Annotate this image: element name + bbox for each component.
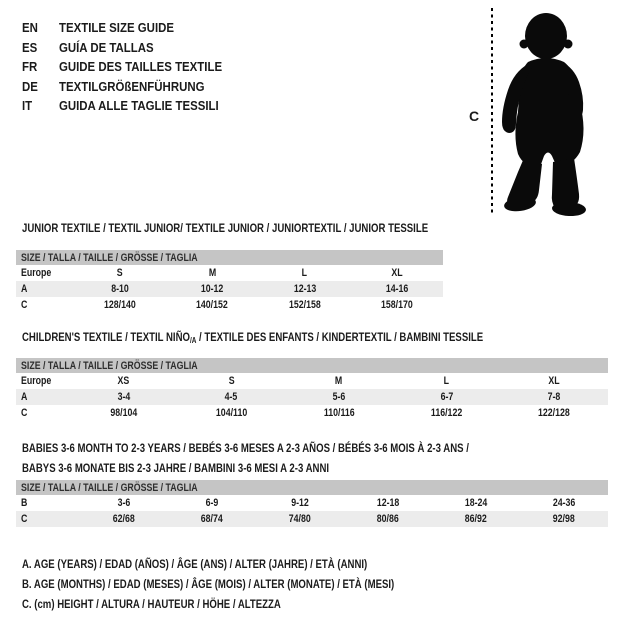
value-cell — [344, 495, 432, 511]
section-title-text: CHILDREN'S TEXTILE / TEXTIL NIÑO — [22, 330, 190, 344]
size-header-cell — [16, 480, 608, 495]
row-label-cell — [16, 495, 80, 511]
row-label: A — [21, 391, 28, 403]
value-cell — [80, 495, 168, 511]
language-code: IT — [22, 98, 33, 114]
value-cell — [178, 389, 286, 405]
value-text: 74/80 — [288, 513, 312, 525]
row-label-cell — [16, 373, 70, 389]
size-header-row — [16, 250, 443, 265]
section-title-text: JUNIOR TEXTILE / TEXTIL JUNIOR/ TEXTILE JUNIOR / JUNIORTEXTIL / JUNIOR TESSILE — [22, 221, 429, 235]
language-row — [22, 18, 222, 38]
value-text: 3-4 — [117, 391, 131, 403]
table-head — [16, 358, 608, 373]
value-text: 158/170 — [380, 299, 413, 311]
value-cell — [520, 511, 608, 527]
value-cell — [74, 281, 166, 297]
section-title-children — [22, 327, 598, 351]
footnote-line: B. AGE (MONTHS) / EDAD (MESES) / ÂGE (MOIS) / ALTER (MONATE) / ETÀ (MESI) — [22, 577, 395, 591]
table-row — [16, 405, 608, 421]
value-cell — [344, 511, 432, 527]
value-cell — [178, 373, 286, 389]
value-cell — [500, 373, 608, 389]
section-title-line — [22, 327, 483, 351]
table-body — [16, 373, 608, 421]
row-label: C — [21, 299, 28, 311]
language-title: GUIDE DES TAILLES TEXTILE — [58, 59, 223, 75]
row-label: B — [21, 497, 28, 509]
value-text: 68/74 — [200, 513, 224, 525]
value-text: XL — [391, 267, 403, 279]
section-title-line — [22, 218, 428, 238]
size-header-cell — [16, 358, 608, 373]
row-label-cell — [16, 405, 70, 421]
table-row — [16, 265, 443, 281]
height-measure-line — [491, 8, 493, 216]
value-text: 18-24 — [464, 497, 488, 509]
value-cell — [166, 265, 258, 281]
value-text: 86/92 — [464, 513, 488, 525]
size-header-text: SIZE / TALLA / TAILLE / GRÖSSE / TAGLIA — [21, 359, 198, 372]
value-cell — [259, 281, 351, 297]
table-row — [16, 389, 608, 405]
value-text: 152/158 — [288, 299, 321, 311]
language-row — [22, 77, 222, 97]
row-label: C — [21, 513, 28, 525]
value-text: 14-16 — [385, 283, 409, 295]
value-cell — [393, 389, 501, 405]
value-cell — [500, 389, 608, 405]
size-table-babies — [16, 480, 608, 527]
height-measure-label: C — [469, 108, 480, 124]
table-body — [16, 495, 608, 527]
table-row — [16, 511, 608, 527]
value-text: 5-6 — [332, 391, 346, 403]
value-text: 110/116 — [323, 407, 355, 419]
size-header-row — [16, 358, 608, 373]
size-header-row — [16, 480, 608, 495]
toddler-silhouette-image — [498, 12, 590, 218]
value-text: 6-9 — [205, 497, 219, 509]
section-title-line — [22, 458, 469, 478]
value-text: 4-5 — [225, 391, 238, 403]
value-text: 80/86 — [376, 513, 400, 525]
language-title: GUÍA DE TALLAS — [58, 39, 154, 55]
value-cell — [351, 281, 443, 297]
value-text: XS — [117, 375, 130, 387]
value-text: 12-18 — [376, 497, 400, 509]
size-header-cell — [16, 250, 443, 265]
value-cell — [432, 495, 520, 511]
value-cell — [259, 297, 351, 313]
value-cell — [393, 405, 501, 421]
value-cell — [259, 265, 351, 281]
language-code: FR — [22, 59, 38, 75]
value-cell — [285, 405, 393, 421]
table-body — [16, 265, 443, 313]
value-text: 24-36 — [552, 497, 576, 509]
value-cell — [285, 389, 393, 405]
value-cell — [393, 373, 501, 389]
section-title-junior — [22, 218, 530, 238]
value-cell — [500, 405, 608, 421]
value-text: 12-13 — [293, 283, 316, 295]
table-head — [16, 250, 443, 265]
row-label: Europe — [21, 267, 52, 279]
size-header-text: SIZE / TALLA / TAILLE / GRÖSSE / TAGLIA — [21, 251, 198, 264]
value-text: 10-12 — [201, 283, 224, 295]
value-text: 8-10 — [111, 283, 129, 295]
row-label-cell — [16, 389, 70, 405]
value-cell — [178, 405, 286, 421]
table-row — [16, 495, 608, 511]
value-text: XL — [548, 375, 560, 387]
section-title-text: /A — [189, 336, 197, 345]
value-cell — [351, 297, 443, 313]
value-cell — [256, 495, 344, 511]
value-cell — [70, 389, 178, 405]
value-cell — [520, 495, 608, 511]
footnote-line: C. (cm) HEIGHT / ALTURA / HAUTEUR / HÖHE / ALTEZZA — [22, 597, 281, 611]
value-text: S — [228, 375, 235, 387]
value-text: 116/122 — [430, 407, 463, 419]
language-code: DE — [22, 78, 38, 94]
row-label-cell — [16, 511, 80, 527]
value-text: 6-7 — [440, 391, 453, 403]
value-cell — [74, 265, 166, 281]
value-cell — [166, 297, 258, 313]
value-text: 140/152 — [196, 299, 229, 311]
table-head — [16, 480, 608, 495]
row-label-cell — [16, 265, 74, 281]
value-text: 92/98 — [553, 513, 576, 525]
section-title-text: / TEXTILE DES ENFANTS / KINDERTEXTIL / BAMBINI TESSILE — [196, 330, 484, 344]
value-text: 122/128 — [538, 407, 571, 419]
value-text: 98/104 — [110, 407, 138, 419]
value-cell — [432, 511, 520, 527]
section-title-babies — [22, 438, 581, 478]
language-title: GUIDA ALLE TAGLIE TESSILI — [58, 98, 219, 114]
value-cell — [80, 511, 168, 527]
value-text: 104/110 — [215, 407, 248, 419]
value-text: M — [208, 267, 217, 279]
value-cell — [256, 511, 344, 527]
value-text: L — [443, 375, 450, 387]
footnotes — [22, 554, 487, 614]
value-cell — [168, 511, 256, 527]
value-cell — [168, 495, 256, 511]
row-label: C — [21, 407, 28, 419]
table-row — [16, 373, 608, 389]
section-title-line — [22, 438, 469, 458]
value-cell — [70, 405, 178, 421]
value-text: 7-8 — [547, 391, 561, 403]
value-cell — [351, 265, 443, 281]
row-label: A — [21, 283, 28, 295]
size-header-text: SIZE / TALLA / TAILLE / GRÖSSE / TAGLIA — [21, 481, 198, 494]
footnote-line: A. AGE (YEARS) / EDAD (AÑOS) / ÂGE (ANS) / ALTER (JAHRE) / ETÀ (ANNI) — [22, 557, 368, 571]
row-label: Europe — [21, 375, 52, 387]
table-row — [16, 281, 443, 297]
value-text: S — [117, 267, 124, 279]
language-title: TEXTILGRÖßENFÜHRUNG — [58, 78, 205, 94]
language-title: TEXTILE SIZE GUIDE — [58, 20, 175, 36]
language-row — [22, 96, 222, 116]
section-title-text: BABIES 3-6 MONTH TO 2-3 YEARS / BEBÉS 3-6 MESES A 2-3 AÑOS / BÉBÉS 3-6 MOIS À 2-3 ANS / — [22, 441, 469, 455]
language-row — [22, 57, 222, 77]
value-text: L — [301, 267, 308, 279]
value-text: 3-6 — [117, 497, 131, 509]
section-title-text: BABYS 3-6 MONATE BIS 2-3 JAHRE / BAMBINI 3-6 MESI A 2-3 ANNI — [22, 461, 330, 475]
language-list — [22, 18, 249, 116]
row-label-cell — [16, 297, 74, 313]
table-row — [16, 297, 443, 313]
value-cell — [74, 297, 166, 313]
value-cell — [285, 373, 393, 389]
size-table-children — [16, 358, 608, 421]
language-code: ES — [22, 39, 38, 55]
value-text: M — [335, 375, 343, 387]
value-text: 128/140 — [104, 299, 137, 311]
value-text: 9-12 — [291, 497, 309, 509]
language-code: EN — [22, 20, 38, 36]
row-label-cell — [16, 281, 74, 297]
value-text: 62/68 — [112, 513, 136, 525]
value-cell — [166, 281, 258, 297]
value-cell — [70, 373, 178, 389]
language-row — [22, 38, 222, 58]
size-table-junior — [16, 250, 443, 313]
